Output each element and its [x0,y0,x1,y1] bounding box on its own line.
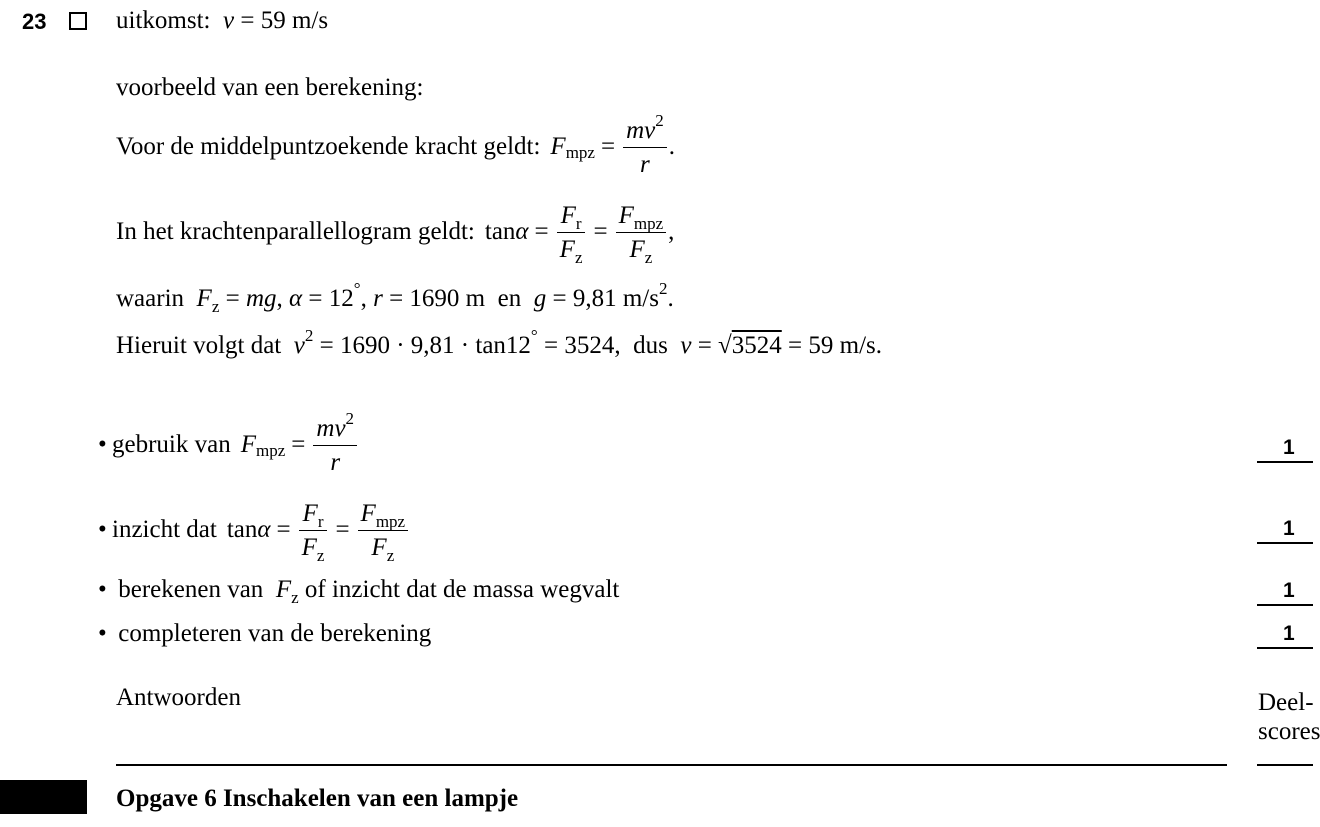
score-underline [1257,647,1313,649]
criterion-4-text: completeren van de berekening [118,620,432,647]
criterion-3: • berekenen van $F_z$ of inzicht dat de massa wegvalt [98,576,620,607]
score-underline [1257,604,1313,606]
line1-text: Voor de middelpuntzoekende kracht geldt: [116,133,541,160]
score-2: 1 [1283,517,1295,540]
formula-fraction: $\frac{F_{mpz}}{F_z}$ [616,203,667,262]
formula-fraction: $\frac{mv^2}{r}$ [623,118,667,177]
r-value: 1690 [409,285,460,312]
criterion-2-text: inzicht dat [112,516,217,543]
formula-fraction: $\frac{F_r}{F_z}$ [299,501,328,560]
g-value: 9,81 [572,285,617,312]
r-unit: m [465,285,486,312]
criterion-3-text-b: of inzicht dat de massa wegvalt [304,576,620,603]
score-4: 1 [1283,622,1295,645]
example-line-3: waarin $F_z$ = mg, α = 12°, r = 1690 m en g = 9,81 $m/s^2$. [116,279,674,316]
alpha-value: 12 [328,285,354,312]
divider-line [1257,764,1313,766]
question-header [22,8,87,36]
criterion-1: • gebruik van F mpz = $\frac{mv^2}{r}$ [98,408,359,482]
score-underline [1257,542,1313,544]
conj-text: en [497,285,522,312]
example-line-1: Voor de middelpuntzoekende kracht geldt: F mpz = $\frac{mv^2}{r}$ . [116,110,675,178]
section-title: Opgave 6 Inschakelen van een lampje [116,785,519,812]
divider-line [116,764,1227,766]
g-unit: m/s [622,285,659,312]
score-3: 1 [1283,579,1295,602]
partial-scores-label: Deel- scores [1258,689,1320,745]
outcome-line: uitkomst: v = 59 m/s [116,7,329,34]
criterion-3-text-a: berekenen van [118,576,264,603]
formula-fraction: $\frac{mv^2}{r}$ [313,416,357,475]
line4-dus: dus [633,332,668,359]
score-1: 1 [1283,436,1295,459]
line4-final: 59 m/s. [808,332,882,359]
formula-fraction: $\frac{F_r}{F_z}$ [557,203,586,262]
question-number: 23 [22,9,47,34]
section-marker [0,780,87,814]
example-line-4: Hieruit volgt dat $v^2 = 1690 \cdot 9,81 \cdot \tan 12^\circ = 3524$, dus v = √3524 = 59 m/s. [116,326,882,359]
line4-result: 3524, [564,332,621,359]
line4-text: Hieruit volgt dat [116,332,282,359]
line4-calc: 1690 · 9,81 · tan12 [339,332,531,359]
answers-label: Antwoorden [116,684,241,711]
score-underline [1257,461,1313,463]
example-intro: voorbeeld van een berekening: [116,74,424,101]
example-line-2: In het krachtenparallellogram geldt: tan α = $\frac{F_r}{F_z}$ = $\frac{F_{mpz}}{F_z}$ , [116,201,675,267]
criterion-1-text: gebruik van [112,431,231,458]
outcome-label: uitkomst: [116,7,211,34]
formula-fraction: $\frac{F_{mpz}}{F_z}$ [358,501,409,560]
outcome-value: 59 [260,7,286,34]
outcome-unit: m/s [291,7,329,34]
criterion-4: • completeren van de berekening [98,620,432,647]
line4-root: 3524 [731,332,782,359]
criterion-2: • inzicht dat tan α = $\frac{F_r}{F_z}$ = $\frac{F_{mpz}}{F_z}$ [98,493,410,567]
line3-text: waarin [116,285,185,312]
checkbox-icon[interactable] [69,12,87,30]
line2-text: In het krachtenparallellogram geldt: [116,218,475,245]
